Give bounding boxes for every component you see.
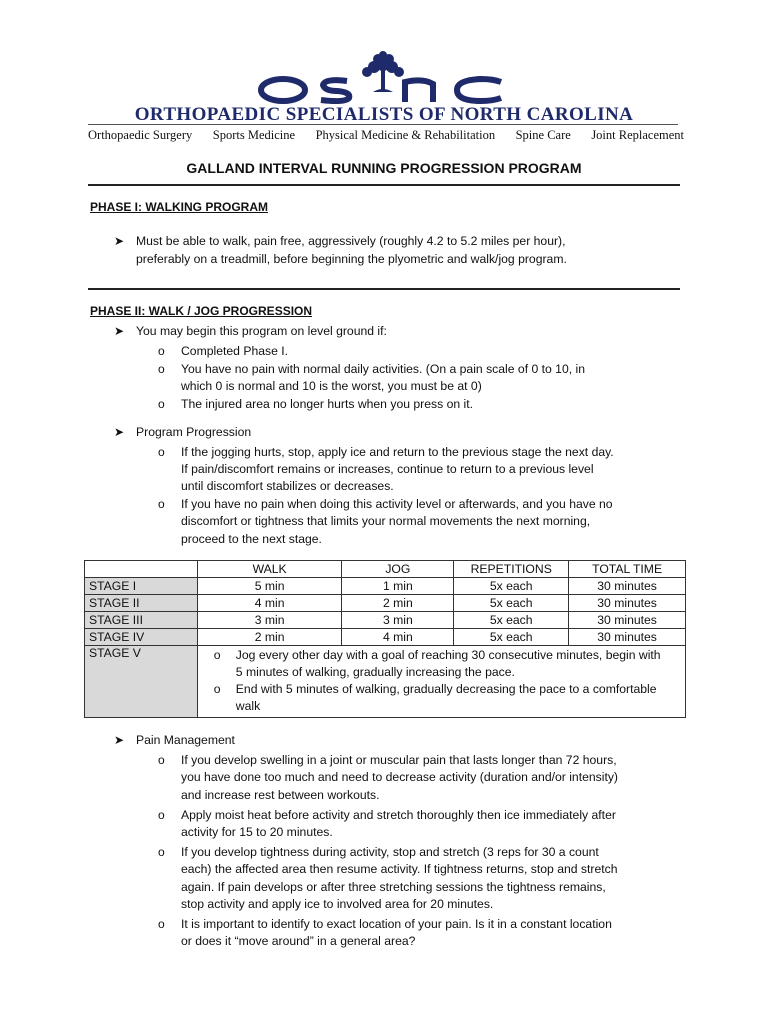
circle-bullet-icon: o [213,682,221,696]
phase2-intro: You may begin this program on level ground if: [136,324,387,338]
table-header-row [85,561,686,578]
condition-text: The injured area no longer hurts when you press on it. [181,397,473,411]
reps-cell: 5x each [454,629,569,646]
progression-text: If you have no pain when doing this activity level or afterwards, and you have no [181,497,613,511]
service-item: Spine Care [515,128,571,142]
total-cell: 30 minutes [569,595,686,612]
table-header-cell: WALK [197,561,342,578]
progression-text: If pain/discomfort remains or increases, continue to return to a previous level [181,462,594,476]
walk-cell: 5 min [197,578,342,595]
progression-text: proceed to the next stage. [181,532,322,546]
arrow-bullet-icon: ➤ [114,733,125,747]
stage-cell: STAGE III [85,612,198,629]
service-item: Joint Replacement [591,128,684,142]
table-header-cell: JOG [342,561,454,578]
jog-cell: 1 min [342,578,454,595]
circle-bullet-icon: o [158,344,165,358]
organization-name: ORTHOPAEDIC SPECIALISTS OF NORTH CAROLINA [134,104,634,125]
progression-text: until discomfort stabilizes or decreases. [181,479,394,493]
pain-text: It is important to identify to exact location of your pain. Is it in a constant location [181,917,612,931]
circle-bullet-icon: o [158,397,165,411]
table-row [85,612,686,629]
pain-text: stop activity and apply ice to involved area for 20 minutes. [181,897,494,911]
phase1-text: preferably on a treadmill, before beginning the plyometric and walk/jog program. [136,252,567,266]
jog-cell: 4 min [342,629,454,646]
pain-text: and increase rest between workouts. [181,788,380,802]
pain-text: Apply moist heat before activity and stretch thoroughly then ice immediately after [181,808,616,822]
condition-text: which 0 is normal and 10 is the worst, you must be at 0) [181,379,482,393]
phase1-text: Must be able to walk, pain free, aggressively (roughly 4.2 to 5.2 miles per hour), [136,234,566,248]
table-row [85,595,686,612]
table-row [85,578,686,595]
circle-bullet-icon: o [158,445,165,459]
reps-cell: 5x each [454,612,569,629]
circle-bullet-icon: o [158,845,165,859]
stage-table [84,560,686,718]
table-header-cell: REPETITIONS [454,561,569,578]
pain-text: you have done too much and need to decrease activity (duration and/or intensity) [181,770,618,784]
service-item: Physical Medicine & Rehabilitation [315,128,496,142]
document-title: GALLAND INTERVAL RUNNING PROGRESSION PROGRAM [186,160,582,176]
services-list [88,128,684,143]
table-header-cell: TOTAL TIME [569,561,686,578]
total-cell: 30 minutes [569,578,686,595]
circle-bullet-icon: o [213,648,221,662]
service-item: Sports Medicine [212,128,296,142]
phase1-heading: PHASE I: WALKING PROGRAM [90,200,269,214]
service-item: Orthopaedic Surgery [88,128,193,142]
jog-cell: 3 min [342,612,454,629]
pain-text: If you develop tightness during activity, stop and stretch (3 reps for 30 a count [181,845,599,859]
stage-cell: STAGE II [85,595,198,612]
circle-bullet-icon: o [158,497,165,511]
progression-text: If the jogging hurts, stop, apply ice and return to the previous stage the next day. [181,445,614,459]
stage5-text: Jog every other day with a goal of reaching 30 consecutive minutes, begin with [235,648,661,662]
pain-text: again. If pain develops or after three stretching sessions the tightness remains, [181,880,606,894]
stage5-text: End with 5 minutes of walking, gradually decreasing the pace to a comfortable [235,682,657,696]
table-row [85,629,686,646]
pain-text: or does it “move around” in a general area? [181,934,416,948]
circle-bullet-icon: o [158,917,165,931]
table-row [85,646,686,718]
stage5-text: 5 minutes of walking, gradually increasing the pace. [235,665,515,679]
phase2-heading: PHASE II: WALK / JOG PROGRESSION [90,304,313,318]
circle-bullet-icon: o [158,808,165,822]
progression-text: discomfort or tightness that limits your normal movements the next morning, [181,514,591,528]
arrow-bullet-icon: ➤ [114,234,125,248]
pain-text: activity for 15 to 20 minutes. [181,825,333,839]
stage-cell: STAGE IV [85,629,198,646]
arrow-bullet-icon: ➤ [114,324,125,338]
condition-text: Completed Phase I. [181,344,289,358]
stage5-description [197,646,685,718]
pain-text: If you develop swelling in a joint or muscular pain that lasts longer than 72 hours, [181,753,617,767]
pain-management-label: Pain Management [136,733,235,747]
reps-cell: 5x each [454,578,569,595]
reps-cell: 5x each [454,595,569,612]
section-rule [88,288,680,290]
osnc-logo [255,50,511,106]
progression-label: Program Progression [136,425,252,439]
stage5-text: walk [235,699,261,713]
stage-cell: STAGE I [85,578,198,595]
stage-cell: STAGE V [85,646,198,718]
pain-text: each) the affected area then resume activity. If tightness returns, stop and stretch [181,862,618,876]
walk-cell: 3 min [197,612,342,629]
circle-bullet-icon: o [158,362,165,376]
table-header-cell [85,561,198,578]
walk-cell: 2 min [197,629,342,646]
jog-cell: 2 min [342,595,454,612]
total-cell: 30 minutes [569,629,686,646]
title-rule [88,184,680,186]
circle-bullet-icon: o [158,753,165,767]
arrow-bullet-icon: ➤ [114,425,125,439]
total-cell: 30 minutes [569,612,686,629]
walk-cell: 4 min [197,595,342,612]
condition-text: You have no pain with normal daily activities. (On a pain scale of 0 to 10, in [181,362,586,376]
